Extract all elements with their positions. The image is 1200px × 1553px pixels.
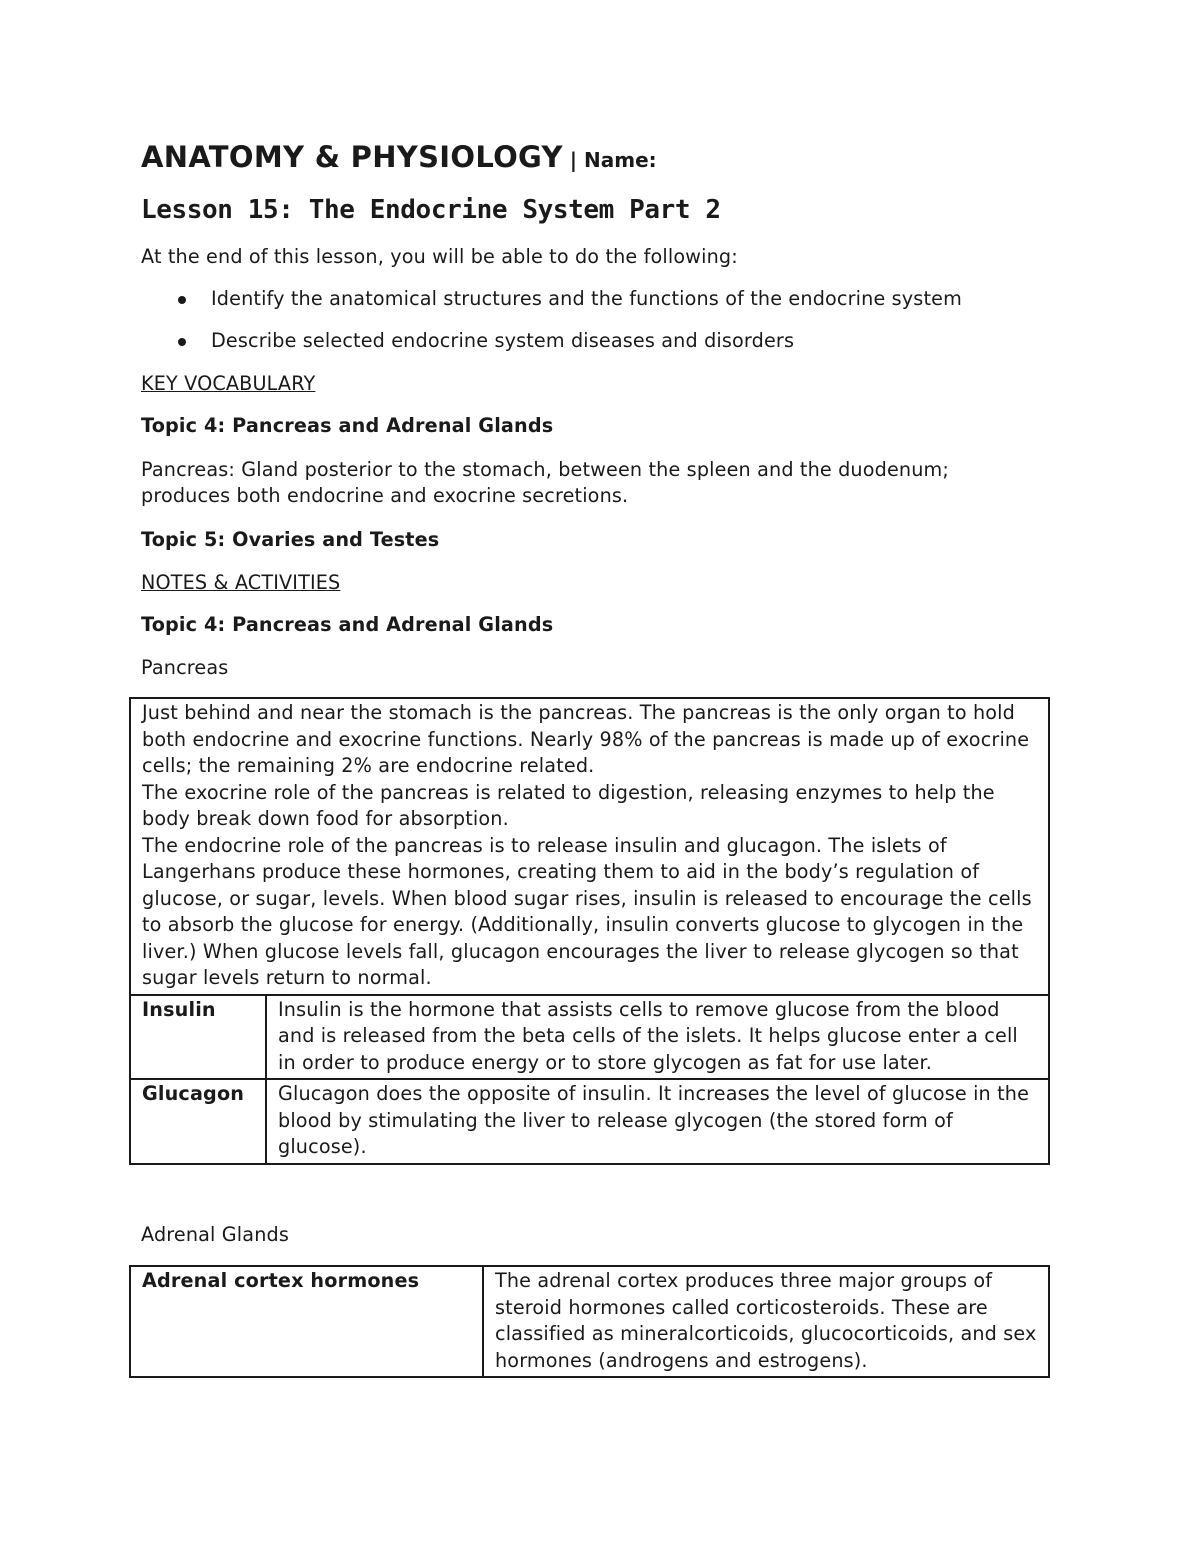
bullet-icon: [178, 296, 186, 304]
vocab-topic5-heading: Topic 5: Ovaries and Testes: [141, 528, 440, 551]
pancreas-overview-cell: [130, 698, 1049, 995]
pancreas-endocrine-paragraph: The endocrine role of the pancreas is to release insulin and glucagon. The islets of Langerhans produce these hormones, creating them to aid in the body’s regulation of glucose, or sugar, levels. When blood sugar rises, insulin is released to encourage the cells to absorb the glucose for energy. (Additionally, insulin converts glucose to glycogen in the liver.) When glucose levels fall, glucagon encourages the liver to release glycogen so that sugar levels return to normal.: [142, 833, 1032, 989]
title-separator: |: [562, 148, 585, 172]
definition-cell: The adrenal cortex produces three major groups of steroid hormones called corticosteroids. These are classified as mineralcorticoids, glucocorticoids, and sex hormones (androgens and estrogens).: [483, 1266, 1049, 1377]
objective-text: Describe selected endocrine system diseases and disorders: [211, 329, 795, 352]
term-cell: Insulin: [130, 995, 266, 1080]
table-row: [130, 1079, 1049, 1164]
term-cell: Adrenal cortex hormones: [130, 1266, 483, 1377]
course-title: ANATOMY & PHYSIOLOGY: [141, 140, 563, 174]
definition-cell: Glucagon does the opposite of insulin. It increases the level of glucose in the blood by stimulating the liver to release glycogen (the stored form of glucose).: [266, 1079, 1049, 1164]
notes-heading: NOTES & ACTIVITIES: [141, 571, 341, 594]
pancreas-overview-paragraph: Just behind and near the stomach is the pancreas. The pancreas is the only organ to hold both endocrine and exocrine functions. Nearly 98% of the pancreas is made up of exocrine cells; the remaining 2% are endocrine related.: [142, 701, 1030, 777]
table-row: [130, 995, 1049, 1080]
lesson-intro: At the end of this lesson, you will be able to do the following:: [141, 245, 738, 268]
pancreas-exocrine-paragraph: The exocrine role of the pancreas is related to digestion, releasing enzymes to help the body break down food for absorption.: [142, 780, 995, 830]
pancreas-definition-line1: Pancreas: Gland posterior to the stomach, between the spleen and the duodenum;: [141, 458, 949, 481]
name-label: Name:: [584, 148, 657, 172]
term-cell: Glucagon: [130, 1079, 266, 1164]
pancreas-table: [129, 697, 1050, 1165]
document-title: [141, 140, 657, 174]
vocab-topic4-heading: Topic 4: Pancreas and Adrenal Glands: [141, 414, 554, 437]
table-row: [130, 1266, 1049, 1377]
pancreas-definition-line2: produces both endocrine and exocrine secretions.: [141, 484, 629, 507]
pancreas-label: Pancreas: [141, 656, 229, 679]
notes-topic4-heading: Topic 4: Pancreas and Adrenal Glands: [141, 613, 554, 636]
lesson-title: Lesson 15: The Endocrine System Part 2: [141, 195, 721, 225]
adrenal-table: [129, 1265, 1050, 1378]
table-row: [130, 698, 1049, 995]
bullet-icon: [178, 338, 186, 346]
key-vocabulary-heading: KEY VOCABULARY: [141, 372, 316, 395]
adrenal-label: Adrenal Glands: [141, 1223, 289, 1246]
objective-text: Identify the anatomical structures and the functions of the endocrine system: [211, 287, 962, 310]
definition-cell: Insulin is the hormone that assists cells to remove glucose from the blood and is released from the beta cells of the islets. It helps glucose enter a cell in order to produce energy or to store glycogen as fat for use later.: [266, 995, 1049, 1080]
